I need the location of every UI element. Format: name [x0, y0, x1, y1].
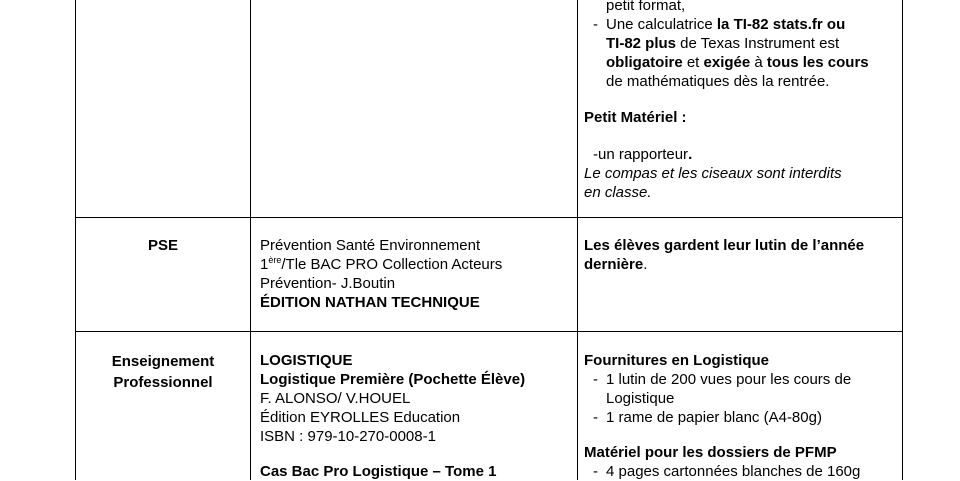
calc-model-1: la TI-82 stats.fr ou	[716, 16, 846, 33]
logistique-book-authors: F. ALONSO/ V.HOUEL	[260, 390, 411, 407]
calc-brand: de Texas Instrument est	[676, 35, 840, 52]
logistique-heading: LOGISTIQUE	[260, 352, 353, 369]
pse-book-line-2	[260, 255, 502, 274]
exigee: exigée	[703, 54, 751, 71]
logistique-book-title: Logistique Première (Pochette Élève)	[260, 371, 526, 388]
rapporteur-line	[593, 145, 692, 164]
pse-supplies-line-1: Les élèves gardent leur lutin de l’année	[584, 237, 865, 254]
pse-level-number: 1	[260, 256, 269, 273]
compass-note-line-2: en classe.	[584, 184, 652, 201]
pse-level-sup: ère	[268, 255, 282, 265]
pfmp-bullet-1: -	[593, 463, 598, 480]
fournitures-item-2: 1 rame de papier blanc (A4-80g)	[606, 409, 822, 426]
fournitures-item-1-line-2: Logistique	[606, 390, 675, 407]
fournitures-bullet-1: -	[593, 371, 598, 388]
row-divider-1	[75, 217, 903, 218]
pse-book-line-3: Prévention- J.Boutin	[260, 275, 396, 292]
pse-level-rest: /Tle BAC PRO Collection Acteurs	[281, 256, 503, 273]
table-border-col3	[577, 0, 578, 480]
derniere: dernière	[584, 256, 644, 273]
subject-enseignement-line-1: Enseignement	[111, 353, 215, 370]
fournitures-bullet-2: -	[593, 409, 598, 426]
table-border-col2	[250, 0, 251, 480]
tous-les-cours: tous les cours	[766, 54, 869, 71]
fournitures-heading: Fournitures en Logistique	[584, 352, 770, 369]
petit-materiel-heading: Petit Matériel :	[584, 109, 687, 126]
pse-supplies-line-2	[584, 255, 647, 274]
rapporteur-dot: .	[688, 146, 693, 163]
table-border-right	[902, 0, 903, 480]
calculator-line-3	[606, 53, 869, 72]
logistique-book-title-2: Cas Bac Pro Logistique – Tome 1	[260, 463, 497, 480]
materiel-pfmp-heading: Matériel pour les dossiers de PFMP	[584, 444, 837, 461]
pse-book-line-1: Prévention Santé Environnement	[260, 237, 481, 254]
calc-model-2: TI-82 plus	[606, 35, 677, 52]
pse-book-publisher: ÉDITION NATHAN TECHNIQUE	[260, 294, 480, 311]
logistique-book-isbn: ISBN : 979-10-270-0008-1	[260, 428, 436, 445]
row-divider-2	[75, 331, 903, 332]
et: et	[682, 54, 704, 71]
pfmp-item-1: 4 pages cartonnées blanches de 160g	[606, 463, 861, 480]
calculator-bullet: -	[593, 16, 598, 33]
rapporteur: -un rapporteur	[593, 146, 689, 163]
calculator-line-2	[606, 34, 839, 53]
calc-prefix: Une calculatrice	[606, 16, 717, 33]
derniere-dot: .	[643, 256, 648, 273]
fournitures-item-1-line-1: 1 lutin de 200 vues pour les cours de	[606, 371, 852, 388]
subject-pse: PSE	[147, 237, 178, 254]
a: à	[750, 54, 767, 71]
subject-enseignement-line-2: Professionnel	[113, 374, 213, 391]
calculator-line-4: de mathématiques dès la rentrée.	[606, 73, 830, 90]
compass-note-line-1: Le compas et les ciseaux sont interdits	[584, 165, 842, 182]
calculator-line-1	[606, 15, 845, 34]
logistique-book-publisher: Édition EYROLLES Education	[260, 409, 461, 426]
obligatoire: obligatoire	[606, 54, 683, 71]
line-petit-format: petit format,	[606, 0, 686, 14]
